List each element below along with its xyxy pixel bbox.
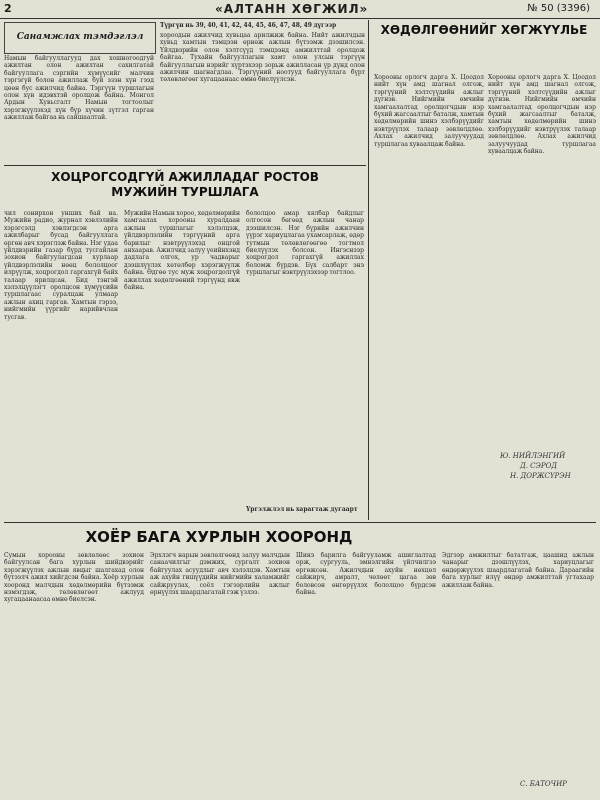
article3-top-rule — [4, 522, 596, 523]
side-author: Д. СЭРОД — [520, 462, 557, 470]
page-number: 2 — [4, 2, 12, 15]
article1-headline — [372, 23, 596, 37]
article2-headline-line1: ХОЦРОГСОДГҮЙ АЖИЛЛАДАГ РОСТОВ — [51, 170, 319, 184]
article2-col2: Мужийн Намын хороо, хөдөлмөрийн хамгаалах хорооны хуралдаан ажлын туршлагыг хэлэлцэж, үйлдвэрлэлийн тэргүүний арга барилыг нэвтрүүлэхэд онцгой анхаарав. Ажилчид залуу үеийнхэнд дадлага олгох, ур чадварыг дээшлүүлэх хөтөлбөр хэрэгжүүлж байна. Өдгөө тус муж хоцрогдолгүй ажиллах хөдөлгөөний тэргүүнд явж байна. — [124, 210, 240, 292]
article2-headline — [4, 170, 366, 200]
article2-footnote: Үргэлжлэл нь харагтаж дугаарт — [246, 506, 358, 513]
column-rule — [368, 20, 369, 520]
article1-col1: Хорооны орлогч дарга Х. Цоодол нийт хүн амд шагнал олгож, тэргүүний хэлтсүүдийн ажлыг дүгнэв. Нийгмийн өмчийн хамгаалалтад оролцогчдын нэр бүхий жагсаалтыг баталж, хамтын хөдөлмөрийн шинэ хэлбэрүүдийг нэвтрүүлэх талаар зөвлөлдлөө. Ахлах ажилчид залуучуудад туршлагаа хуваалцаж байна. — [374, 74, 484, 148]
article3-signature: С. БАТОЧИР — [520, 780, 567, 788]
decree-line: Түргүн нь 39, 40, 41, 42, 44, 45, 46, 47, 48, 49 дүгээр — [160, 22, 337, 29]
article2-col3: бололцоо амар хялбар байдлыг олгосон бөгөөд ажлын чанар дээшилсэн. Нэг бүрийн ажилчин үүрэг хариуцлагаа ухамсарлаж, өдөр тутмын төлөвлөгөөгөө тогтмол биелүүлэх болсон. Ингэснээр хоцрогдол гаргахгүй ажиллах боломж бүрдэв. Бүх салбарт энэ туршлагыг нэвтрүүлэхээр тогтлоо. — [246, 210, 364, 277]
article1-headline-line1: ХӨДӨЛГӨӨНИЙГ ХӨГЖҮҮЛЬЕ — [380, 23, 588, 37]
short-note-heading: Санамжлах тэмдэглэл — [16, 32, 144, 42]
article2-headline-line2: МУЖИЙН ТУРШЛАГА — [111, 185, 259, 199]
short-note-heading-box — [4, 22, 156, 54]
article3-col1: Сумын хорооны зөвлөлөөс зохион байгуулсан бага хурлын шийдвэрийг хэрэгжүүлэх ажлын явцыг шалгахад олон бүтээлч ажил хийгдсэн байна. Хоёр хурлын хооронд малчдын хөдөлмөрийн бүтээмж нэмэгдэж, төлөвлөгөөт ажлууд хугацаанаасаа өмнө биелсэн. — [4, 552, 144, 604]
article3-col2: Эрхлэгч нарын зөвлөлгөөнд залуу малчдын санаачилгыг дэмжих, сургалт зохион байгуулах асуудлыг авч хэлэлцэв. Хамтын аж ахуйн гишүүдийн нийгмийн халамжийг сайжруулах, соёл гэгээрлийн ажлыг өрнүүлэх шаардлагатай гэж үзлээ. — [150, 552, 290, 597]
article3-col3: Шинэ барилга байгууламж ашиглалтад орж, сургууль, эмнэлгийн үйлчилгээ өргөжсөн. Ажилчдын ахуйн нөхцөл сайжирч, амралт, чөлөөт цагаа зөв боловсон өнгөрүүлэх бололцоо бүрдсэн байна. — [296, 552, 436, 597]
newspaper-title: «АЛТАНН ХӨГЖИЛ» — [215, 2, 369, 16]
article3-col4: Эдгээр амжилтыг бататгаж, цаашид ажлын чанарыг дээшлүүлэх, хариуцлагыг өндөржүүлэх шаардлагатай байна. Дараагийн бага хурлыг илүү өндөр амжилттай угтахаар ажиллаж байна. — [442, 552, 594, 589]
article1-signature: Ю. НИЙЛЭНГИЙ — [500, 452, 566, 460]
article2-top-rule — [4, 165, 366, 166]
issue-number: № 50 (3396) — [527, 3, 590, 14]
side-author-2: Н. ДОРЖСҮРЭН — [510, 472, 571, 480]
masthead — [0, 0, 600, 19]
article2-col1: чил сонирхон унших бай на. Мужийн радио, журнал хэвлэлийн хэрэгсэлд хэвлэгдсэн арга ажилбарыг бусад байгууллага өргөн авч хэрэглэж байна. Нэг удаа үйлдвэрийн газар бүрд тусгайлан зохион байгуулагдсан хурлаар үйлдвэрлэлийн нөөц бололцоог илрүүлж, хоцрогдол гаргахгүй байх талаар ярилцсан. Бид тэнгэй хэлэлцүүлэгт оролцсон хүмүүсийн туршлагаас суралцаж улмаар ажлын ахиц гаргав. Хамтын гэрээ, нийгмийн үүргийг нарийвчлан тусгав. — [4, 210, 118, 321]
article3-headline: ХОЁР БАГА ХУРЛЫН ХООРОНД — [85, 528, 353, 546]
article1-col2: Хорооны орлогч дарга Х. Цоодол нийт хүн амд шагнал олгож, тэргүүний хэлтсүүдийн ажлыг дүгнэв. Нийгмийн өмчийн хамгаалалтад оролцогчдын нэр бүхий жагсаалтыг баталж, хамтын хөдөлмөрийн шинэ хэлбэрүүдийг нэвтрүүлэх талаар зөвлөлдлөө. Ахлах ажилчид залуучуудад туршлагаа хуваалцаж байна. — [488, 74, 596, 156]
short-note-body: Намын байгууллагууд дах хошногоодгуй ажилтан олон ажилтан сахилгатай байгууллага сэргийн хүмүүсийг малчин тэргэгүй болон ажиллаж буй эзэн хүн гээд цөөн бус ажилчид байна. Тэргүүн туршлагын олон хүн идэвхтэй оролцож байна. Монгол Ардын Хувьсгалт Намын тогтоолыг хэрэгжүүлэхэд хүн бүр хүчин зүтгэл гарган ажиллаж байгаа нь сайшаалтай. — [4, 55, 154, 122]
decree-body: хороодын ажилчид хувьцаа арилжиж байна. Нийт ажилчдын хувьд хамтын тэмцээн өрнөж ажлын бүтээмж дээшилсэн. Үйлдвэрийн олон хэлтсүүд тэмцээнд амжилттай оролцож байгаа. Тухайн байгууллагын хамт олон улсын тэргүүн байгууллагын нэрийг хүртэхээр зорьж ажилласан үр дүнд олон ажилчин шагнагдлаа. Тэргүүний ноотууд байгууллага бүрт төлөвлөгөөг хугацаанаас өмнө биелүүлсэн. — [160, 32, 365, 84]
